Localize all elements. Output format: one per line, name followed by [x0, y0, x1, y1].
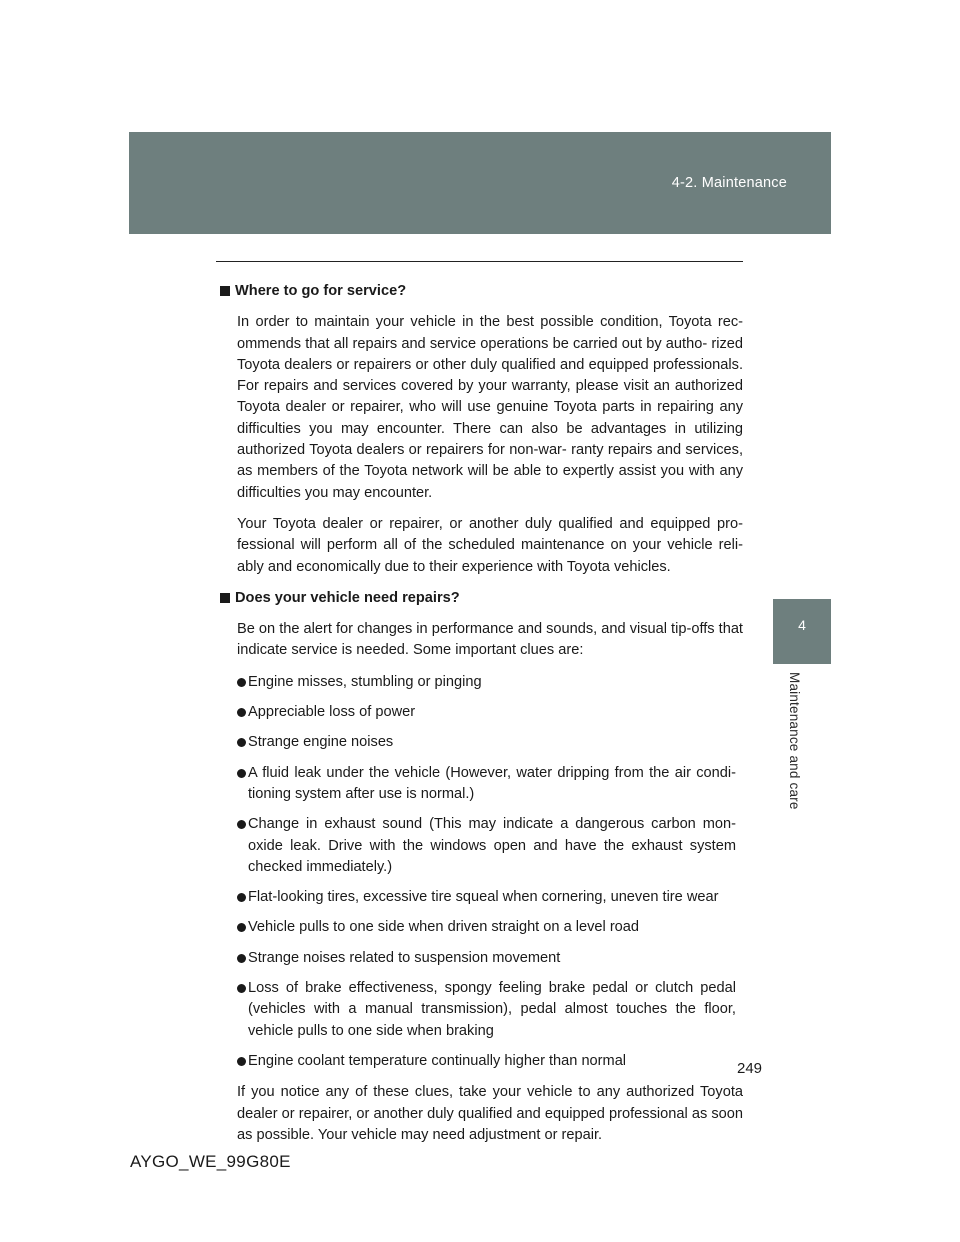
list-item-text: Strange noises related to suspension movement: [248, 949, 561, 966]
list-item: [237, 917, 736, 938]
round-bullet-icon: [237, 678, 246, 687]
list-item: [237, 948, 736, 969]
paragraph: In order to maintain your vehicle in the best possible condition, Toyota rec- ommends that all repairs and service operations be carried out by autho- rized Toyota dealers or repairers or other duly qualified and equipped professionals. For repairs and services covered by your warranty, please visit an authorized Toyota dealer or repairer, who will use genuine Toyota parts in repairing any difficulties you may encounter. There can also be advantages in utilizing authorized Toyota dealers or repairers for non-war- ranty repairs and services, as members of the Toyota network will be able to expertly assist you with any difficulties you may encounter.: [237, 314, 743, 501]
round-bullet-icon: [237, 769, 246, 778]
list-item-text: Vehicle pulls to one side when driven straight on a level road: [248, 919, 640, 936]
header-band: [129, 132, 831, 234]
round-bullet-icon: [237, 954, 246, 963]
heading-text: Where to go for service?: [235, 283, 407, 299]
round-bullet-icon: [237, 820, 246, 829]
list-item-text: A fluid leak under the vehicle (However, water dripping from the air condi- tioning system after use is normal.): [248, 764, 736, 802]
round-bullet-icon: [237, 1057, 246, 1066]
round-bullet-icon: [237, 708, 246, 717]
chapter-number: 4: [798, 617, 806, 633]
list-item: [237, 814, 736, 878]
list-item: [237, 978, 736, 1042]
list-item: [237, 1051, 736, 1072]
list-item: [237, 887, 736, 908]
list-item: [237, 702, 736, 723]
list-item-text: Engine misses, stumbling or pinging: [248, 673, 482, 690]
square-bullet-icon: [220, 286, 230, 296]
list-item: [237, 763, 736, 806]
list-item-text: Change in exhaust sound (This may indicate a dangerous carbon mon- oxide leak. Drive with the windows open and have the exhaust system checked immediately.): [248, 816, 736, 875]
heading-text: Does your vehicle need repairs?: [235, 589, 460, 606]
list-item-text: Strange engine noises: [248, 734, 394, 751]
round-bullet-icon: [237, 984, 246, 993]
list-item-text: Flat-looking tires, excessive tire squeal when cornering, uneven tire wear: [248, 889, 719, 906]
round-bullet-icon: [237, 923, 246, 932]
chapter-tab: [773, 599, 831, 664]
page-number: 249: [737, 1060, 763, 1077]
list-item: [237, 672, 736, 693]
chapter-strip: [773, 664, 831, 946]
paragraph: If you notice any of these clues, take your vehicle to any authorized Toyota dealer or repairer, or another duly qualified and equipped professional as soon as possible. Your vehicle may need adjustment or repair.: [237, 1084, 743, 1143]
list-item-text: Appreciable loss of power: [248, 704, 416, 721]
section-label: 4-2. Maintenance: [671, 175, 787, 191]
chapter-label: Maintenance and care: [787, 672, 802, 810]
paragraph: Be on the alert for changes in performance and sounds, and visual tip-offs that indicate service is needed. Some important clues are:: [237, 621, 743, 659]
list-item-text: Loss of brake effectiveness, spongy feeling brake pedal or clutch pedal (vehicles with a manual transmission), pedal almost touches the floor, vehicle pulls to one side when braking: [248, 980, 736, 1039]
header-rule: [216, 261, 743, 262]
section-heading-service: [216, 281, 743, 302]
document-code: AYGO_WE_99G80E: [130, 1152, 291, 1171]
square-bullet-icon: [220, 593, 230, 603]
page-content: [216, 281, 743, 1156]
round-bullet-icon: [237, 738, 246, 747]
section-heading-repairs: [216, 588, 743, 609]
list-item: [237, 732, 736, 753]
round-bullet-icon: [237, 893, 246, 902]
paragraph: Your Toyota dealer or repairer, or another duly qualified and equipped pro- fessional will perform all of the scheduled maintenance on your vehicle reli- ably and economically due to their experience with Toyota vehicles.: [237, 515, 743, 575]
list-item-text: Engine coolant temperature continually higher than normal: [248, 1052, 627, 1069]
clue-list: [237, 672, 743, 1072]
